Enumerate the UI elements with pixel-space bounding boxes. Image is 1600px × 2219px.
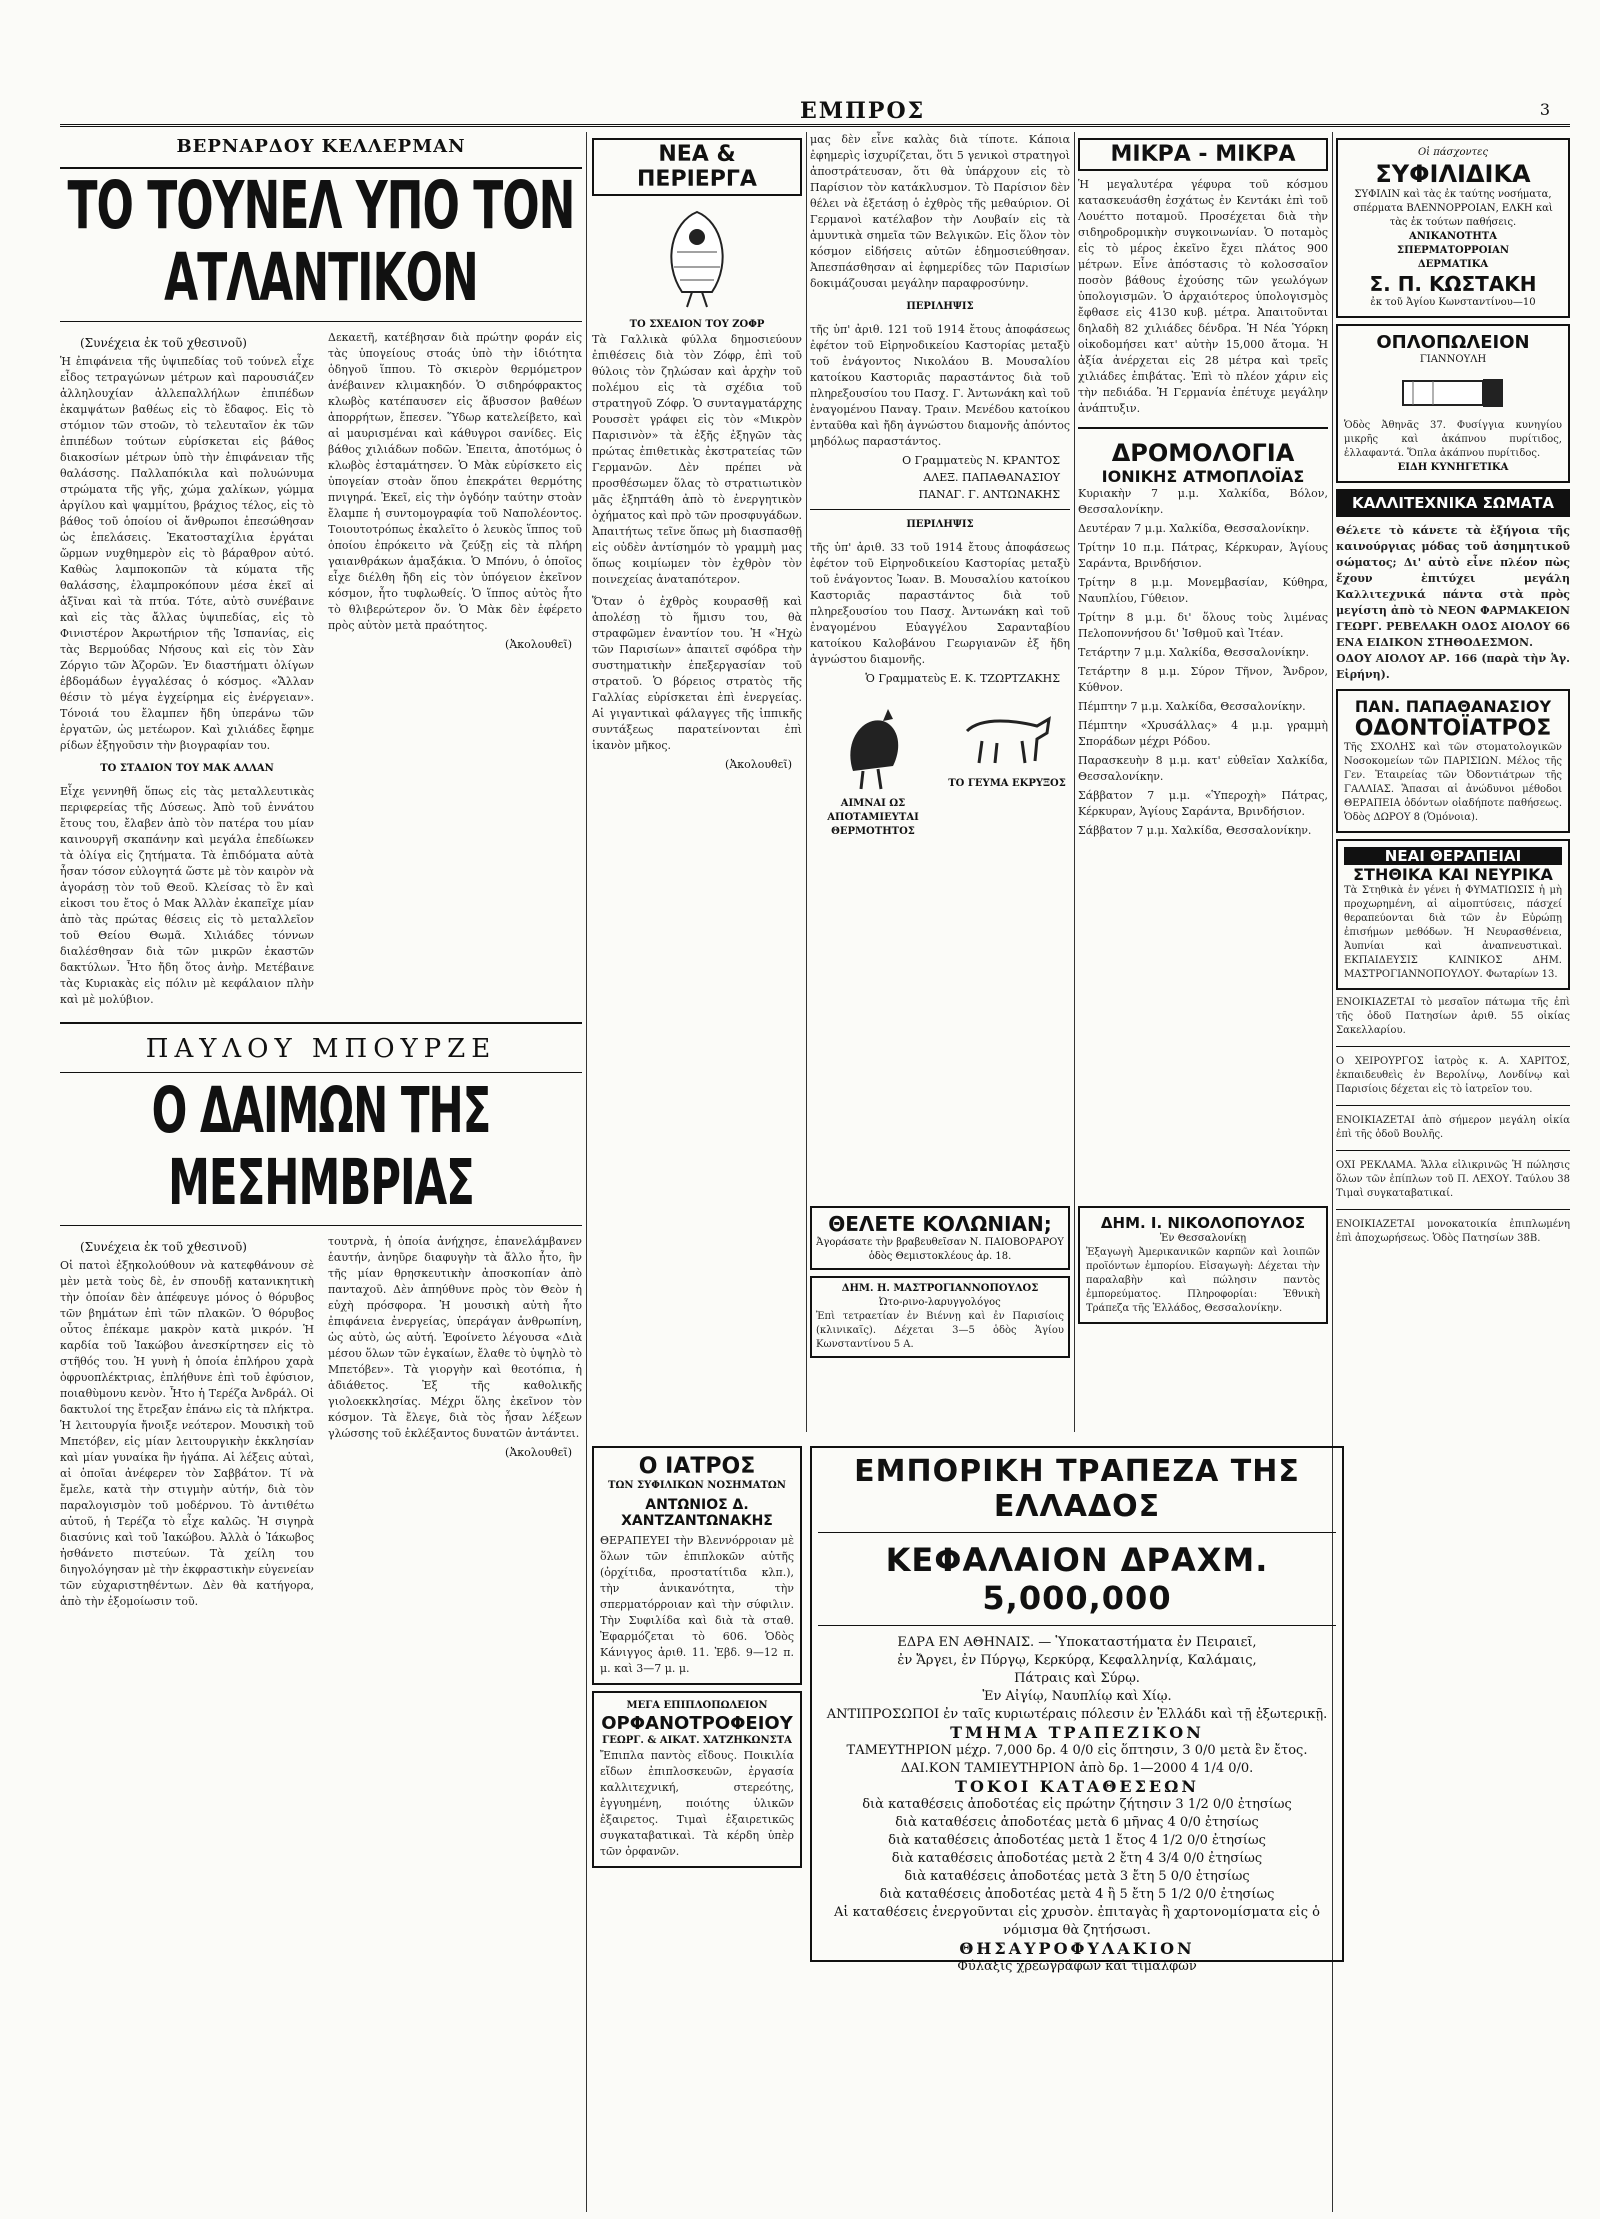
furniture-sale-notice: ΟΧΙ ΡΕΚΛΑΜΑ. Ἄλλα εἰλικρινῶς Ἡ πώλησις ὅλων τῶν ἐπίπλων τοῦ Π. ΛΕΧΟΥ. Ταύλου 38 Τιμαὶ συγκαταβατικαί. (1336, 1160, 1570, 1199)
ads-column (592, 1440, 802, 2120)
notice-text: μας δὲν εἶνε καλὰς διὰ τίποτε. Κάποια ἐφημερὶς ἰσχυρίζεται, ὅτι 5 γενικοὶ στρατηγοὶ ἀποστράτευσαν, ὅτι θὰ ὑπάρχουν εἰς τὸ Παρίσιον τὸν κατάκλυσμον. Τὸ Παρίσιον δὲν θέλει νὰ ἐξετάσῃ ὁ ἐχθρὸς τῆς μεθαύριον. Οἱ Γερμανοὶ κατέλαβον τὴν Λουβαίν εἰς τὰ ἀμυντικὰ σημεῖα τῶν Βελγικῶν. Εἰς ὅλον τὸν κόσμον εἰδήσεις αὐτῶν ἐδημοσιεύθησαν. Ἀπεσπάσθησαν αἱ ἐφημερίδες τῶν Παρισίων δοκιμάζουσαι μεγάλην παραφροσύνην. (810, 133, 1070, 290)
syphilis-doctor: Σ. Π. ΚΩΣΤΑΚΗ (1369, 272, 1537, 296)
gunshop-text: Ὁδὸς Ἀθηνᾶς 37. Φυσίγγια κυνηγίου μικρῆς καὶ ἀκάπνου πυρίτιδος, ἐλλαφαντά. Ὅπλα ἀκάπνου πυρίτιδος. (1344, 420, 1562, 459)
news-header: ΝΕΑ & ΠΕΡΙΕΡΓΑ (637, 142, 757, 192)
rooster-illustration (833, 701, 913, 791)
bank-line: Φύλαξις χρεωγράφων καὶ τιμαλφῶν (957, 1959, 1197, 1974)
doctor-subtitle: ΤΩΝ ΣΥΦΙΛΙΚΩΝ ΝΟΣΗΜΑΤΩΝ (608, 1480, 786, 1491)
author-kellerman: ΒΕΡΝΑΡΔΟΥ ΚΕΛΛΕΡΜΑΝ (176, 136, 466, 157)
nikolopoulos-ad-area (1078, 1200, 1328, 1430)
route-item: Τρίτην 8 μ.μ. Μονεμβασίαν, Κύθηρα, Ναυπλίου, Γύθειον. (1078, 576, 1328, 605)
news-column (592, 132, 802, 1432)
route-item: Τετάρτην 7 μ.μ. Χαλκίδα, Θεσσαλονίκην. (1078, 646, 1310, 659)
gunshop-owner: ΓΙΑΝΝΟΥΛΗ (1419, 354, 1487, 365)
newspaper-title: ΕΜΠΡΟΣ (800, 98, 926, 124)
orphanage-title: ΜΕΓΑ ΕΠΙΠΛΟΠΩΛΕΙΟΝ (626, 1700, 768, 1711)
briefs-header-box (1078, 138, 1328, 171)
continuation-note: (Συνέχεια ἐκ τοῦ χθεσινοῦ) (80, 336, 247, 350)
to-be-continued: (Ἀκολουθεῖ) (505, 1446, 572, 1459)
headline-tunnel: ΤΟ ΤΟΥΝΕΛ ΥΠΟ ΤΟΝ ΑΤΛΑΝΤΙΚΟΝ (67, 168, 575, 317)
doctor-name: ΑΝΤΩΝΙΟΣ Δ. ΧΑΝΤΖΑΝΤΩΝΑΚΗΣ (621, 1497, 773, 1529)
bank-line: διὰ καταθέσεις ἀποδοτέας μετὰ 3 ἔτη 5 0/0 ἐτησίως (904, 1869, 1250, 1884)
serial-text: Ἡ ἐπιφάνεια τῆς ὑψιπεδίας τοῦ τούνελ εἶχε εἶδος τετραγώνων μέτρων καὶ παρουσιάζεν ἀλληλουχίαν ἀλλεπαλλήλων ἐπιπέδων ἐκαμψάτων βαθέως εἰς τὸ ἔδαφος. Εἰς τὸ στόμιον τῶν στοῶν, τὸ τελευταῖον ἐκ τῶν ἐπιπέδων τούτων εὑρίσκεται εἰς βάθος διακοσίων μέτρων ὑπὸ τὴν ἐπιφάνειαν τῆς θαλάσσης. Παλλαπόκιλα καὶ πολυώνυμα στρώματα τῆς γῆς, χώμα χαλίκων, γώμμα ἀργίλου καὶ ψαμμίτου, βράχιος τέλος, εἰς τὸ βάθος τοῦ ὁποίου οἱ ἄνθρωποι ἐπεσώθησαν ὡς ἐπελάσεις. Ἑκατοσταχίλια ἐργάται ὥρμων νυχθημερὸν εἰς τὸ βάραθρον αὐτό. Καθὼς λαμποκοπῶν τὰ κύματα τῆς θαλάσσης, ἐλαμπροκόπουν μέσα ἐκεῖ αἱ ἀξῖναι καὶ τὰ πτύα. Τότε, αὐτὸ συνέβαινε καὶ εἰς τὰς ἄλλας ὑψιπεδίας, εἰς τὸ Φινιστέρον Ἀκρωτήριον τῆς Ἱσπανίας, εἰς τὰς Βερμούδας Νήσους καὶ εἰς τὸν Σὰν Ζόργιο τῶν Ἀζορῶν. Ἐν διαστήματι ὀλίγων ἑβδομάδων ἐγγαλέσας ὁ κόσμος. «Ἄλλαν θέσιν τὸ μέγα ἐγχείρημα εἰς ἐνέργειαν». Τόνοιά του ἔλαμπεν ἤδη ὑπεράνω τῶν ἐργατῶν, ὡς μετέωρον. Καὶ χιλιάδες ἔφημε ρίδων ἐξηγοῦσιν τὴν βιογραφίαν του. (60, 355, 314, 752)
cologne-headline: ΘΕΛΕΤΕ ΚΟΛΩΝΙΑΝ; (828, 1212, 1052, 1236)
bank-line: διὰ καταθέσεις ἀποδοτέας μετὰ 4 ἢ 5 ἔτη 5 1/2 0/0 ἐτησίως (879, 1887, 1275, 1902)
serial-text: τουτρνὰ, ἡ ὁποία ἀνήχησε, ἐπανελάμβανεν ἑαυτήν, ἀνηῦρε διαφυγὴν τὰ ἄλλο ἦτο, ἣν τῆς μίαν θρησκευτικὴν ἀποσκοπίαν ἀπὸ πανταχοῦ. Δὲν ἀπηύθυνε πρὸς τὸν Θεὸν ἡ εὐχὴ πρόσφορα. Ἡ μουσικὴ αὐτὴ ἦτο ἐπιφάνεια ἐνεργείας, ὑπεράγαν ἀνθρωπίνη, ὡς αὐτὸ, ὡς αὐτή. Ἐφοίνετο λέγουσα «Διὰ μέσου ὅλων τῶν ἐγκαίων, ἔλαθε τὸ ὑψηλὸ τὸ Μπετόβεν». Τὰ γιοργὴν καὶ θεοτόπια, ἡ ἀδιάθετος. Ἐξ τῆς καθολικῆς γιολοεκκλησίας. Μέχρι ὅλης ἐκεῖνον τὸν κόσμον. Τὰ ἔλεγε, διὰ τὸς ἦσαν λέξεων γλώσσης τοῦ ἐκλέξαντος δυνατῶν ἀντάντει. (328, 1235, 582, 1440)
therapies-title: ΝΕΑΙ ΘΕΡΑΠΕΙΑΙ (1344, 847, 1562, 865)
route-item: Τρίτην 8 μ.μ. δι' ὅλους τοὺς λιμένας Πελοποννήσου δι' Ἰσθμοῦ καὶ Ἰτέαν. (1078, 611, 1328, 640)
route-item: Πέμπτην 7 μ.μ. Χαλκίδα, Θεσσαλονίκην. (1078, 700, 1306, 713)
dog-illustration (957, 701, 1057, 771)
dentist-text: Τῆς ΣΧΟΛΗΣ καὶ τῶν στοματολογικῶν Νοσοκομείων τῶν ΠΑΡΙΣΙΩΝ. Μέλος τῆς Γεν. Ἑταιρείας τῶν Ὀδοντιάτρων τῆς ΓΑΛΛΙΑΣ. Ἅπασαι αἱ ἀνώδυνοι μέθοδοι ΘΕΡΑΠΕΙΑ ὀδόντων οἰαδήποτε παθήσεως. Ὁδὸς ΔΩΡΟΥ 8 (Ὁμόνοια). (1344, 742, 1562, 823)
bank-details (818, 1634, 1336, 1976)
headline-daemon: Ο ΔΑΙΜΩΝ ΤΗΣ ΜΕΣΗΜΒΡΙΑΣ (151, 1073, 491, 1219)
doctor-text: ΘΕΡΑΠΕΥΕΙ τὴν Βλεννόρροιαν μὲ ὅλων τῶν ἐπιπλοκῶν αὐτῆς (ὀρχίτιδα, προστατίτιδα κλπ.), τὴν ἀνικανότητα, τὴν σπερματόρροιαν καὶ τὴν σύφιλιν. Τὴν Συφιλίδα καὶ διὰ τὰ σταθ. Ἐφαρμόζεται τὸ 606. Ὁδὸς Κάνιγγος ἀριθ. 11. Ἐβδ. 9—12 π. μ. καὶ 3—7 μ. μ. (600, 1534, 794, 1675)
bank-line: ἐν Ἄργει, ἐν Πύργῳ, Κερκύρᾳ, Κεφαλληνίᾳ, Καλάμαις, (897, 1653, 1257, 1668)
bank-line: Πάτραις καὶ Σύρῳ. (1014, 1671, 1140, 1686)
to-be-continued: (Ἀκολουθεῖ) (725, 758, 792, 771)
subheading: ΤΟ ΣΤΑΔΙΟΝ ΤΟΥ ΜΑΚ ΑΛΛΑΝ (100, 763, 274, 774)
rent-notice: ΕΝΟΙΚΙΑΖΕΤΑΙ μονοκατοικία ἐπιπλωμένη ἐπὶ ἀποχωρήσεως. Ὁδὸς Πατησίων 38Β. (1336, 1219, 1570, 1244)
serial-text: Εἶχε γεννηθῆ ὅπως εἰς τὰς μεταλλευτικὰς περιφερείας τῆς Δύσεως. Ἀπὸ τοῦ ἐννάτου ἔτους του, ἔλαβεν ἀπὸ τὸν πατέρα του μίαν καινουργῆ σκαπάνην καὶ μεγάλα ἐπεδίωκεν τὰ ὀλίγα εἰς ζητήματα. Τὰ ἐπιδόματα αὐτὰ ἦσαν τόσον εὐλογητά ὥστε μὲ τὸν καιρὸν νὰ ἀγοράσῃ τὸν τοῦ Θεοῦ. Κλείσας τὸ ἓν καὶ εἰκοσι του ἔτος ὁ Μακ Ἀλλὰν ἐκαπεῖχε μίαν ἀπὸ τὰς πρώτας θέσεις εἰς τὸ μεταλλεῖον τοῦ Θείου Θωμᾶ. Χιλιάδες τόννων διαλέσθησαν διὰ τῶν μικρῶν ἐκαστῶν δακτύλων. Ἦτο ἤδη ὅτος ἀνὴρ. Μετέβαινε τὰς Κυριακὰς εἰς πόλιν μὲ κεφάλαιον πλὴν καὶ μὲ μολύβιον. (60, 785, 314, 1006)
route-item: Σάββατον 7 μ.μ. Χαλκίδα, Θεσσαλονίκην. (1078, 824, 1312, 837)
corsets-text: Θέλετε τὸ κάνετε τὰ ἐξήγοια τῆς καινούργιας μόδας τοῦ ἀσημητικοῦ σώματος; Δι' αὐτὸ εἶνε πλέον πὼς ἔχουν ἐπιτύχει μεγάλη Καλλιτεχνικά πάντα στὰ πρὸς μεγίστη ἀπὸ τὸ ΝΕΟΝ ΦΑΡΜΑΚΕΙΟΝ ΓΕΩΡΓ. ΡΕΒΕΛΑΚΗ ΟΔΟΣ ΑΙΟΛΟΥ 66 ΕΝΑ ΕΙΔΙΚΟΝ ΣΤΗΘΟΔΕΣΜΟΝ. (1336, 524, 1570, 649)
notice-signature: ΑΛΕΞ. ΠΑΠΑΘΑΝΑΣΙΟΥ (923, 471, 1060, 484)
syphilis-item: ΑΝΙΚΑΝΟΤΗΤΑ (1409, 231, 1497, 242)
route-item: Τρίτην 10 π.μ. Πάτρας, Κέρκυραν, Ἁγίους Σαράντα, Βρινδήσιον. (1078, 541, 1328, 570)
notice-text: τῆς ὑπ' ἀριθ. 33 τοῦ 1914 ἔτους ἀποφάσεως ἐφέτον τοῦ Εἰρηνοδικείου Καστορίας μεταξὺ τοῦ ἐνάγοντος Ἰωαν. Β. Μουσαλίου κατοίκου Καστοριᾶς παραστάντος διὰ τοῦ πληρεξουσίου του Πασχ. Ἀντωνάκη καὶ τοῦ ἐναγομένου Εὐαγγέλου Σαρανταβίου κατοίκου Καλοβάνου Γεωργιανῶν ἐξ ἤδη ἀγνώστου διαμονῆς. (810, 541, 1070, 666)
serial-text: Δεκαετῆ, κατέβησαν διὰ πρώτην φοράν εἰς τὰς ὑπογείους στοάς ὑπὸ τὴν ἰδιότητα ὁδηγοῦ ἵππου. Τὸ σκιερὸν θερμόμετρον ἀνέβαινεν κλιμακηδόν. Ὁ σιδηρόφρακτος κλωβὸς κατέπαυσεν εἰς ἄβυσσον βαθέων ἀπορρήτων, ἔπεσεν. Ὕδωρ κατελείβετο, καὶ αἱ μαυρισμέναι καὶ κάθυγροι σανίδες. Εἰς βάθος χιλιάδων ποδῶν. Ἐπειτα, ἀποτόμως ὁ κλωβὸς ἐσταμάτησεν. Ὁ Μὰκ εὑρίσκετο εἰς ὑπογείαν στοὰν ὅπου ἐπεκράτει θερμότης πνιγηρά. Ἐκεῖ, εἰς τὴν ὀγδόην ταύτην στοὰν ἔλαμπε ἡ συντομογραφία τοῦ Ναπολέοντος. Τοιουτοτρόπως ἐκαλεῖτο ὁ λευκὸς ἵππος τοῦ ὁποίου ἐπρόκειτο νὰ ζεύξῃ εἰς τὰ πλήρη γαιανθράκων ἁμαξάκια. Ὁ Μπόνυ, ὁ ὁποῖος εἶχε διέλθη ἤδη εἰς τὸν ὑπόγειον ἐκεῖνον κόσμον, ἦτο τυφλωθείς. Ὁ ἵππος αὐτὸς ἦτο τὸ θλιβερώτερον ὄν. Ὁ Μὰκ δὲν ἐφέρετο πρὸς αὐτὸν μετὰ πραότητος. (328, 331, 582, 632)
bank-line: ΤΜΗΜΑ ΤΡΑΠΕΖΙΚΟΝ (950, 1723, 1204, 1742)
ent-doctor-specialty: Ὠτο-ρινο-λαρυγγολόγος (879, 1297, 1001, 1308)
bank-line: ΑΝΤΙΠΡΟΣΩΠΟΙ ἐν ταῖς κυριωτέραις πόλεσιν ἐν Ἑλλάδι καὶ τῇ ἐξωτερικῇ. (826, 1707, 1328, 1722)
column-divider (806, 132, 807, 1432)
column-divider (1074, 132, 1075, 1432)
bank-line: ΤΑΜΕΥΤΗΡΙΟΝ μέχρ. 7,000 δρ. 4 0/0 εἰς ὅπτησιν, 3 0/0 μετὰ ἓν ἔτος. (846, 1743, 1308, 1758)
notice-text: τῆς ὑπ' ἀριθ. 121 τοῦ 1914 ἔτους ἀποφάσεως ἐφέτον τοῦ Εἰρηνοδικείου Καστορίας μεταξὺ τοῦ ἐνάγοντος Νικολάου Β. Μουσαλίου κατοίκου Καστοριᾶς παραστάντος διὰ τοῦ πληρεξουσίου του Πασχ. Γ. Ἀντωνάκη καὶ τοῦ ἐναγομένου Παναγ. Τραιν. Μενέδου κατοίκου ἐνταῦθα καὶ ἤδη ἀγνώστου διαμονῆς ἀπόντος μηδόλως παραστάντος. (810, 323, 1070, 448)
cologne-ad-area (810, 1200, 1070, 1430)
notice-signature: ΠΑΝΑΓ. Γ. ΑΝΤΩΝΑΚΗΣ (918, 488, 1060, 501)
page-number: 3 (1539, 100, 1550, 119)
bank-ad (810, 1446, 1344, 1974)
bank-line: διὰ καταθέσεις ἀποδοτέας μετὰ 2 ἔτη 4 3/4 0/0 ἐτησίως (891, 1851, 1263, 1866)
routes-subheader: ΙΟΝΙΚΗΣ ΑΤΜΟΠΛΟΪΑΣ (1101, 467, 1305, 486)
ent-doctor-name: ΔΗΜ. Η. ΜΑΣΤΡΟΓΙΑΝΝΟΠΟΥΛΟΣ (841, 1283, 1039, 1294)
route-item: Πέμπτην «Χρυσάλλας» 4 μ.μ. γραμμὴ Σποράδων μέχρι Ρόδου. (1078, 719, 1328, 748)
rent-notice: ΕΝΟΙΚΙΑΖΕΤΑΙ τὸ μεσαῖον πάτωμα τῆς ἐπὶ τῆς ὁδοῦ Πατησίων ἀριθ. 55 οἰκίας Σακελλαρίου. (1336, 997, 1570, 1036)
orphanage-text: Ἔπιπλα παντὸς εἴδους. Ποικιλία εἴδων ἐπιπλοσκευῶν, ἐργασία καλλιτεχνική, στερεότης, ἐγγυημένη, ποιότης ὑλικῶν ἐξαιρετος. Τιμαὶ ἐξαιρετικῶς συγκαταβατικαὶ. Τὰ κέρδη ὑπὲρ τῶν ὀρφανῶν. (600, 1749, 794, 1858)
doctor-ad (592, 1446, 802, 1685)
author-bourget: ΠΑΥΛΟΥ ΜΠΟΥΡΖΕ (145, 1034, 497, 1064)
syphilis-item: ΔΕΡΜΑΤΙΚΑ (1417, 259, 1489, 270)
doctor-title: Ο ΙΑΤΡΟΣ (638, 1454, 756, 1479)
surgeon-notice: Ο ΧΕΙΡΟΥΡΓΟΣ ἰατρὸς κ. Α. ΧΑΡΙΤΟΣ, ἐκπαιδευθεὶς ἐν Βερολίνῳ, Λονδίνῳ καὶ Παρισίοις δέχεται εἰς τὸ ἰατρεῖον του. (1336, 1056, 1570, 1095)
ent-doctor-text: Ἐπὶ τετραετίαν ἐν Βιέννῃ καὶ ἐν Παρισίοις (κλινικαῖς). Δέχεται 3—5 ὁδὸς Ἁγίου Κωνσταντίνου 5 Α. (816, 1311, 1064, 1350)
bank-line: ΔΑΙ.ΚΟΝ ΤΑΜΙΕΥΤΗΡΙΟΝ ἀπὸ δρ. 1—2000 4 1/4 0/0. (900, 1761, 1254, 1776)
gunshop-ad (1336, 324, 1570, 483)
bank-line: Αἱ καταθέσεις ἐνεργοῦνται εἰς χρυσὸν. ἐπιταγὰς ἢ χαρτονομίσματα εἰς ὁ νόμισμα θὰ ζητήσωσι. (834, 1905, 1320, 1938)
news-subheading: ΤΟ ΣΧΕΔΙΟΝ ΤΟΥ ΖΟΦΡ (629, 319, 765, 330)
to-be-continued: (Ἀκολουθεῖ) (505, 638, 572, 651)
corsets-header: ΚΑΛΛΙΤΕΧΝΙΚΑ ΣΩΜΑΤΑ (1351, 494, 1555, 512)
bank-line: ΤΟΚΟΙ ΚΑΤΑΘΕΣΕΩΝ (955, 1777, 1199, 1796)
article-heading: ΤΟ ΓΕΥΜΑ ΕΚΡΥΞΟΣ (948, 778, 1066, 789)
dentist-ad (1336, 689, 1570, 833)
briefs-header: ΜΙΚΡΑ - ΜΙΚΡΑ (1110, 142, 1296, 167)
bank-line: Ἐν Αἰγίῳ, Ναυπλίῳ καὶ Χίῳ. (982, 1689, 1172, 1704)
classifieds-column (1336, 132, 1570, 2212)
route-item: Σάββατον 7 μ.μ. «Ὑπεροχὴ» Πάτρας, Κέρκυραν, Ἁγίους Σαράντα, Βρινδήσιον. (1078, 789, 1328, 818)
bank-line: διὰ καταθέσεις ἀποδοτέας εἰς πρώτην ζήτησιν 3 1/2 0/0 ἐτησίως (862, 1797, 1292, 1812)
column-divider (586, 132, 587, 2212)
orphanage-name: ΟΡΦΑΝΟΤΡΟΦΕΙΟΥ (601, 1713, 793, 1734)
bank-line: διὰ καταθέσεις ἀποδοτέας μετὰ 6 μῆνας 4 0/0 ἐτησίως (895, 1815, 1259, 1830)
therapies-ad (1336, 839, 1570, 990)
serial-text: Οἱ πατοὶ ἐξηκολούθουν νὰ κατεφθάνουν σὲ μὲν μετὰ τοὺς δὲ, ἐν σπουδῇ κατανικητικὴ τὴν ὁποίαν δὲν ἀπέφευγε μόνος ὁ θόρυβος τῶν βημάτων ἐπὶ τῶν πλακῶν. Ὁ θόρυβος οὗτος ἐπέκαμε μακρὸν κατὰ μικρόν. Ἡ καρδία τοῦ Ἰακώβου ἀνεσκίρτησεν εἰς τὸ στῆθός του. Ἡ γυνὴ ἡ ὁποία ἐπλήρου χαρὰ ὀφρυοπλέκτριας, ἐπλήθυνε ἐπὶ τοῦ ἐφύσιον, ποιαθὺμονυ κενὸν. Ἦτο ἡ Τερέζα Ἀνδράλ. Οἱ δακτυλοί της ἔτρεξαν ἐπάνω εἰς τὰ πλήκτρα. Ἡ λειτουργία ἤνοιξε νεότερον. Μουσικὴ τοῦ Μπετόβεν, εἰς μίαν λειτουργικὴν ἐκκλησίαν καὶ μίαν γυναίκα ἣν ἠγάπα. Αἱ λέξεις αὐταὶ, αἱ ὁποῖαι ἀνέφερεν τὸν Σαββάτον. Τί νὰ ἔμελε, κατὰ τὴν στιγμὴν αὐτήν, διὰ τὸν παραλογισμὸν τοῦ μοδέρνου. Τὸ ἀντιθέτω αὐτοῦ, ἡ Τερέζα τὸ εἶχε καλῶς. Ἡ σιγηρὰ διασύνις καὶ τοῦ Ἰακώβου. Ἀλλὰ ὁ Ἰάκωβος ἠσθάνετο πιστεύων. Τὰ χείλη του διηγολόγησαν μὲ τὴν ἐκφραστικὴν εὐγενείαν τῶν εὐχαριστηθέντων. Δὲν θὰ κατήγορα, ἀπὸ τὴν ἐξομοίωσιν τοῦ. (60, 1259, 314, 1608)
bank-capital: ΚΕΦΑΛΑΙΟΝ ΔΡΑΧΜ. 5,000,000 (885, 1541, 1269, 1617)
syphilis-text: ΣΥΦΙΛΙΝ καὶ τὰς ἐκ ταύτης νοσήματα, σπέρματα ΒΛΕΝΝΟΡΡΟΙΑΝ, ΕΛΚΗ καὶ τὰς ἐκ τούτων παθήσεις. (1353, 189, 1553, 228)
continuation-note: (Συνέχεια ἐκ τοῦ χθεσινοῦ) (80, 1240, 247, 1254)
route-item: Παρασκευὴν 8 μ.μ. κατ' εὐθεῖαν Χαλκίδα, Θεσσαλονίκην. (1078, 754, 1328, 783)
rent-notice: ΕΝΟΙΚΙΑΖΕΤΑΙ ἀπὸ σήμερον μεγάλη οἰκία ἐπὶ τῆς ὁδοῦ Βουλῆς. (1336, 1115, 1570, 1140)
nikolopoulos-name: ΔΗΜ. Ι. ΝΙΚΟΛΟΠΟΥΛΟΣ (1100, 1214, 1306, 1232)
peacock-illustration (652, 202, 742, 312)
article-heading: ΑΙΜΝΑΙ ΩΣ ΑΠΟΤΑΜΙΕΥΤΑΙ ΘΕΡΜΟΤΗΤΟΣ (827, 798, 919, 837)
masthead (60, 100, 1570, 127)
syphilis-item: ΣΠΕΡΜΑΤΟΡΡΟΙΑΝ (1397, 245, 1509, 256)
notice-signature: Ὁ Γραμματεὺς Ε. Κ. ΤΖΩΡΤΖΑΚΗΣ (865, 672, 1060, 685)
route-item: Δευτέραν 7 μ.μ. Χαλκίδα, Θεσσαλονίκην. (1078, 522, 1310, 535)
nikolopoulos-ad (1078, 1206, 1328, 1324)
bank-line: ΕΔΡΑ ΕΝ ΑΘΗΝΑΙΣ. — Ὑποκαταστήματα ἐν Πειραιεῖ, (897, 1635, 1257, 1650)
corsets-address: ΟΔΟΥ ΑΙΟΛΟΥ ΑΡ. 166 (παρὰ τὴν Ἁγ. Εἰρήνη). (1336, 652, 1570, 681)
notice-heading: ΠΕΡΙΛΗΨΙΣ (906, 301, 974, 312)
cologne-text: Ἀγοράσατε τὴν βραβευθεῖσαν Ν. ΠΑΙΟΒΟΡΑΡΟΥ ὁδὸς Θεμιστοκλέους ἀρ. 18. (816, 1237, 1064, 1262)
gunshop-footer: ΕΙΔΗ ΚΥΝΗΓΕΤΙΚΑ (1397, 462, 1509, 473)
briefs-text: Ἡ μεγαλυτέρα γέφυρα τοῦ κόσμου κατασκευάσθη ἐσχάτως ἐν Κεντάκι ἐπὶ τοῦ Λουέττο ποταμοῦ. Προσέχεται διὰ τὴν σιδηροδρομικὴν συγκοινωνίαν. Ὁ ποταμὸς εἰς τὸ μέρος ἐκεῖνο ἔχει πλάτος 900 μέτρων. Εἶνε ἀπόστασις τὸ κολοσσαῖον ποσὸν βάθους ἐχούσης τῶν γεωλόγων ὑπολογισμῶν. Ὁ ἀρχαιότερος ὑπολογισμὸς ἔφθασε εἰς 4130 κυβ. μέτρα. Ἀπαιτοῦνται δηλαδὴ 82 χιλιάδες δένδρα. Ἡ Νέα Ὑόρκη οἰκοδομήσει κατ' αὐτὴν 15,000 ἄτομα. Ἡ ἀξία ἀνέρχεται εἰς 28 μέτρα καὶ τρεῖς χιλιάδες ἐπιβάτας. Ἐπὶ τὸ πλέον χάριν εἰς τὴν πεδιάδα. Ἡ Γερμανία ἐπέτυχε μεγάλην ἀνάπτυξιν. (1078, 178, 1328, 415)
therapies-subtitle: ΣΤΗΘΙΚΑ ΚΑΙ ΝΕΥΡΙΚΑ (1353, 865, 1553, 884)
syphilis-intro: Οἱ πάσχοντες (1417, 147, 1489, 158)
news-header-box (592, 138, 802, 196)
routes-header: ΔΡΟΜΟΛΟΓΙΑ (1111, 439, 1295, 467)
nikolopoulos-text: Ἐξαγωγὴ Ἀμερικανικῶν καρπῶν καὶ λοιπῶν προϊόντων ἐμπορίου. Εἰσαγωγὴ: Δέχεται τὴν παραλαβὴν καὶ πώλησιν παντὸς ἐμπορεύματος. Πληροφορίαι: Ἐθνικὴ Τράπεζα τῆς Ἑλλάδος, Θεσσαλονίκην. (1086, 1247, 1320, 1314)
nikolopoulos-location: Ἐν Θεσσαλονίκῃ (1159, 1233, 1247, 1244)
notice-signature: Ο Γραμματεὺς Ν. ΚΡΑΝΤΟΣ (902, 454, 1060, 467)
ent-doctor-ad (810, 1276, 1070, 1358)
corsets-header-box (1336, 489, 1570, 517)
notice-heading: ΠΕΡΙΛΗΨΙΣ (906, 519, 974, 530)
dentist-title: ΟΔΟΝΤΟΪΑΤΡΟΣ (1354, 716, 1552, 741)
cartridge-illustration (1393, 373, 1513, 413)
bank-name: ΕΜΠΟΡΙΚΗ ΤΡΑΠΕΖΑ ΤΗΣ ΕΛΛΑΔΟΣ (854, 1454, 1300, 1524)
orphanage-subtitle: ΓΕΩΡΓ. & ΑΙΚΑΤ. ΧΑΤΖΗΚΩΝΣΤΑ (602, 1735, 792, 1746)
syphilis-ad (1336, 138, 1570, 318)
news-text: Τὰ Γαλλικὰ φύλλα δημοσιεύουν ἐπιθέσεις διὰ τὸν Ζόφρ, ἐπὶ τοῦ θύλοις τὸν ζηλώσαν καὶ ἀρχὴν τοῦ πολέμου εἰς τὰ σχέδια τοῦ στρατηγοῦ Ζόφρ. Ὁ συνταγματάρχης Ρουσσὲτ γράφει εἰς τὸν «Μικρὸν Παρισινὸν» τὰ ἐξῆς ἐξηγῶν τὰς πρώτας ἐπιθετικὰς ἐκστρατείας τῶν Γερμανῶν. Δὲν πρέπει νὰ προσθέσωμεν ὅλας τὸ στρατιωτικὸν μᾶς ἐξηπτάθη ἀπὸ τὸ ἐνεργητικὸν ὀχήματος καὶ πρὸ τῶν προσφυγάδων. Ἀπαιτήτως τεῖνε ὅπως μὴ διασπασθῇ εἰς οὐδὲν ἀντίσημόν τὸ γραμμὴ μας ὅπως κοιμίωμεν τὸν ἐχθρὸν τὸν ποινεχείας ἀναταπότερον. (592, 333, 802, 586)
serial-column (60, 132, 582, 2212)
gunshop-title: ΟΠΛΟΠΩΛΕΙΟΝ (1376, 332, 1530, 353)
bank-line: διὰ καταθέσεις ἀποδοτέας μετὰ 1 ἔτος 4 1/2 0/0 ἐτησίως (888, 1833, 1266, 1848)
routes-list (1078, 486, 1328, 839)
dentist-name: ΠΑΝ. ΠΑΠΑΘΑΝΑΣΙΟΥ (1354, 697, 1552, 716)
syphilis-address: ἐκ τοῦ Ἀγίου Κωνσταντίνου—10 (1370, 297, 1536, 308)
news-text: Ὅταν ὁ ἐχθρὸς κουρασθῇ καὶ ἀπολέσῃ τὸ ἥμισυ του, θὰ στραφῶμεν ἐναντίον του. Ἡ «Ἠχὼ τῶν Παρισίων» ἀπαιτεῖ σφόδρα τὴν συστηματικὴν ἐπεξεργασίαν τοῦ στρατοῦ. Ὁ βόρειος στρατὸς τῆς Γαλλίας εὑρίσκεται ἐπὶ ἐνεργείας. Αἱ γιγαντικαὶ φάλαγγες τῆς ἱππικῆς συντάξεως παρατείνονται ἐπὶ ἱκανὸν μῆκος. (592, 595, 802, 752)
orphanage-ad (592, 1691, 802, 1868)
route-item: Τετάρτην 8 μ.μ. Σύρον Τῆνον, Ἄνδρον, Κύθνον. (1078, 665, 1328, 694)
cologne-ad (810, 1206, 1070, 1270)
therapies-text: Τὰ Στηθικὰ ἐν γένει ἡ ΦΥΜΑΤΙΩΣΙΣ ἡ μὴ προχωρημένη, αἱ αἱμοπτύσεις, πάσχεί θεραπεύονται διὰ τῶν ἐν Εὐρώπῃ ἐπισήμων μεθόδων. Ἡ Νευρασθένεια, Ἀυπνίαι καὶ ἀναπνευστικαὶ. ΕΚΠΑΙΔΕΥΣΙΣ ΚΛΙΝΙΚΟΣ ΔΗΜ. ΜΑΣΤΡΟΓΙΑΝΝΟΠΟΥΛΟΥ. Φωταρίων 13. (1344, 885, 1562, 980)
syphilis-headline: ΣΥΦΙΛΙΔΙΚΑ (1375, 160, 1531, 188)
bank-line: ΘΗΣΑΥΡΟΦΥΛΑΚΙΟΝ (959, 1939, 1195, 1958)
route-item: Κυριακὴν 7 μ.μ. Χαλκίδα, Βόλον, Θεσσαλονίκην. (1078, 487, 1328, 516)
